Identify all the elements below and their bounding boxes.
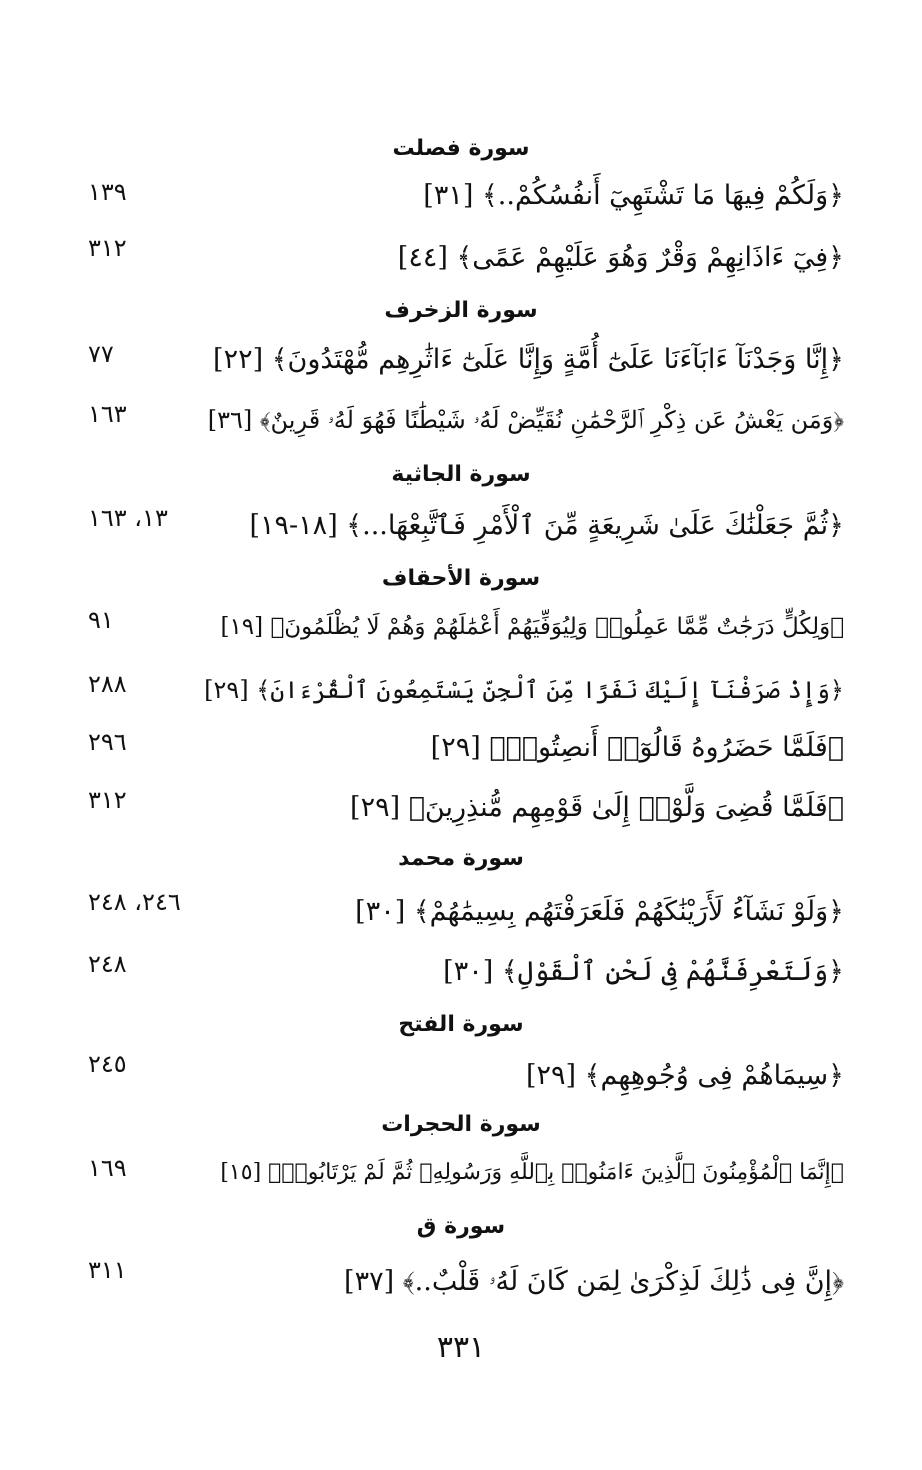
verse-text: ﴿فِيٓ ءَاذَانِهِمْ وَقْرٌ وَهُوَ عَلَيْهِمْ عَمًى﴾ [٤٤] [397,242,844,273]
verse-text: ﴿سِيمَاهُمْ فِى وُجُوهِهِم﴾ [٢٩] [525,1060,844,1091]
page-reference: ٢٨٨ [88,670,127,698]
surah-heading: سورة محمد [398,846,524,871]
page-reference: ٢٤٥ [88,1050,127,1078]
surah-heading: سورة الزخرف [384,298,538,323]
verse-text: ﴿وَلَتَعْرِفَنَّهُمْ فِى لَحْنِ ٱلْقَوْلِ﴾ [٣٠] [443,956,844,987]
page-reference: ١٣، ١٦٣ [88,504,168,532]
verse-text: ﴿وَلَكُمْ فِيهَا مَا تَشْتَهِيٓ أَنفُسُكُمْ..﴾ [٣١] [423,180,844,211]
page-reference: ٧٧ [88,340,114,368]
page-reference: ١٦٣ [88,400,127,428]
surah-heading: سورة الفتح [398,1012,524,1037]
verse-text: ﴿فَلَمَّا حَضَرُوهُ قَالُوٓا۟ أَنصِتُوا۟﴾ [٢٩] [430,732,844,763]
verse-text: ﴿وَإِذْ صَرَفْنَآ إِلَيْكَ نَفَرًا مِّنَ ٱلْجِنِّ يَسْتَمِعُونَ ٱلْقُرْءَانَ﴾ [٢٩] [204,676,844,704]
verse-text: ﴿إِنَّ فِى ذَٰلِكَ لَذِكْرَىٰ لِمَن كَانَ لَهُۥ قَلْبٌ..﴾ [٣٧] [344,1266,844,1297]
verse-text: ﴿إِنَّمَا ٱلْمُؤْمِنُونَ ٱلَّذِينَ ءَامَنُوا۟ بِٱللَّهِ وَرَسُولِهِۦ ثُمَّ لَمْ يَرْتَابُوا۟﴾ [١٥] [220,1160,844,1185]
page-reference: ٢٤٦، ٢٤٨ [88,888,181,916]
surah-heading: سورة الحجرات [381,1112,541,1137]
page-reference: ٢٩٦ [88,728,127,756]
verse-text: ﴿وَمَن يَعْشُ عَن ذِكْرِ ٱلرَّحْمَٰنِ نُقَيِّضْ لَهُۥ شَيْطَٰنًا فَهُوَ لَهُۥ قَرِينٌ﴾ [٣٦] [207,406,844,434]
page-reference: ٣١٢ [88,234,127,262]
page-reference: ٣١١ [88,1256,127,1284]
verse-text: ﴿ثُمَّ جَعَلْنَٰكَ عَلَىٰ شَرِيعَةٍ مِّنَ ٱلْأَمْرِ فَٱتَّبِعْهَا...﴾ [١٨-١٩] [249,510,844,541]
page-reference: ٩١ [88,606,114,634]
surah-heading: سورة الجاثية [391,462,531,487]
page-reference: ٢٤٨ [88,950,127,978]
verse-text: ﴿وَلِكُلٍّ دَرَجَٰتٌ مِّمَّا عَمِلُوا۟ وَلِيُوَفِّيَهُمْ أَعْمَٰلَهُمْ وَهُمْ لَا يُظْلَمُونَ﴾ [١٩] [220,614,844,640]
surah-heading: سورة ق [416,1214,506,1239]
surah-heading: سورة الأحقاف [381,566,541,591]
verse-text: ﴿وَلَوْ نَشَآءُ لَأَرَيْنَٰكَهُمْ فَلَعَرَفْتَهُم بِسِيمَٰهُمْ﴾ [٣٠] [355,896,844,927]
verse-text: ﴿فَلَمَّا قُضِىَ وَلَّوْا۟ إِلَىٰ قَوْمِهِم مُّنذِرِينَ﴾ [٢٩] [350,792,844,823]
page-number: ٣٣١ [436,1330,486,1365]
surah-heading: سورة فصلت [392,136,530,161]
page-reference: ٣١٢ [88,786,127,814]
page-reference: ١٣٩ [88,178,127,206]
verse-text: ﴿إِنَّا وَجَدْنَآ ءَابَآءَنَا عَلَىٰٓ أُمَّةٍ وَإِنَّا عَلَىٰٓ ءَاثَٰرِهِم مُّهْتَدُونَ﴾ [٢٢] [213,344,844,375]
page-reference: ١٦٩ [88,1154,127,1182]
